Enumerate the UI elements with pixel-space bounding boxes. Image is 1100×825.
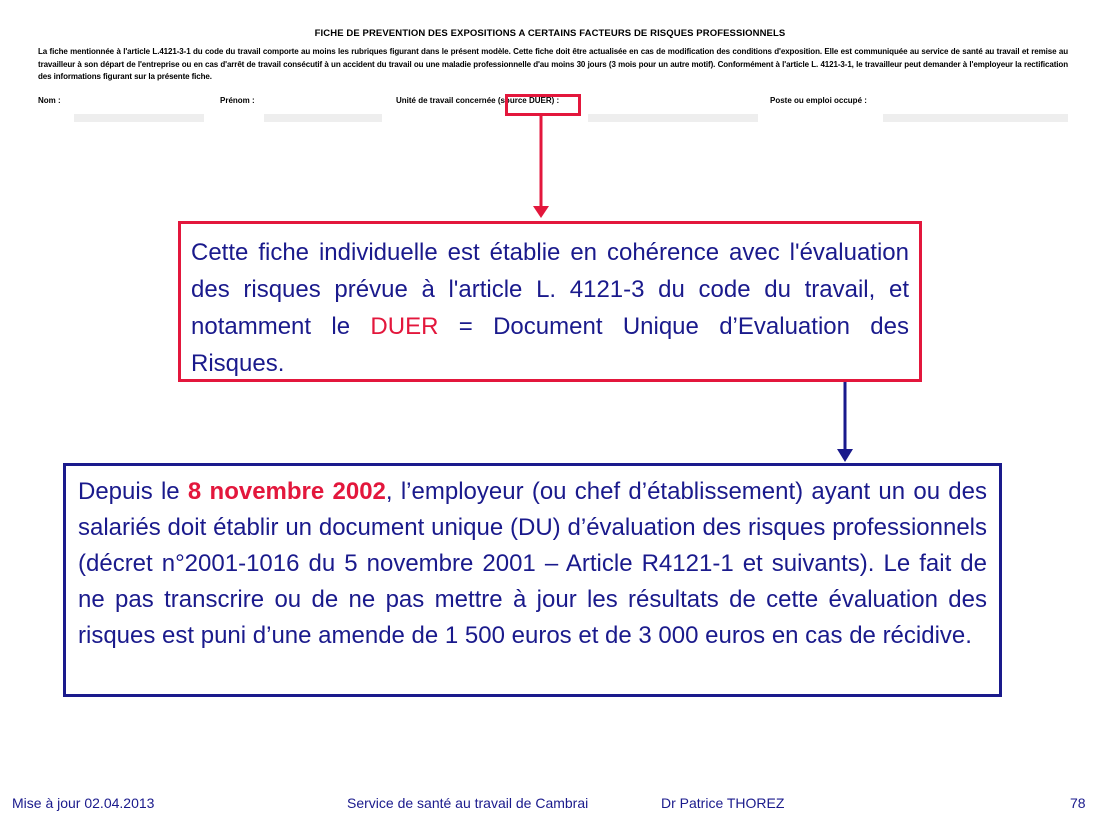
footer-author: Dr Patrice THOREZ bbox=[661, 795, 785, 811]
box1-text-before: Cette fiche individuelle est établie en cohérence avec l'évaluation des risques prévue à l'article L. 4121-3 du code du travail, et notamment le bbox=[191, 239, 909, 340]
document-unique-box bbox=[63, 463, 1002, 697]
field-poste-label: Poste ou emploi occupé : bbox=[770, 96, 867, 105]
blue-arrow-head-icon bbox=[837, 449, 853, 462]
footer-page-number: 78 bbox=[1070, 795, 1086, 811]
duer-coherence-box bbox=[178, 221, 922, 382]
red-arrow-head-icon bbox=[533, 206, 549, 218]
box2-date-highlight: 8 novembre 2002 bbox=[187, 478, 386, 505]
field-unite-label: Unité de travail concernée (source DUER) : bbox=[396, 96, 560, 105]
box1-text-after: = Document Unique d’Evaluation des Risques. bbox=[191, 313, 909, 377]
form-title: FICHE DE PREVENTION DES EXPOSITIONS A CERTAINS FACTEURS DE RISQUES PROFESSIONNELS bbox=[314, 28, 786, 39]
box2-text-before: Depuis le bbox=[78, 478, 188, 505]
box1-duer-highlight: DUER bbox=[370, 313, 439, 340]
box2-text-after: , l’employeur (ou chef d’établissement) ayant un ou des salariés doit établir un document unique (DU) d’évaluation des risques professionnels (décret n°2001-1016 du 5 novembre 2001 – Article R4121-1 et suivants). Le fait de ne pas transcrire ou de ne pas mettre à jour les résultats de cette évaluation des risques est puni d’une amende de 1 500 euros et de 3 000 euros en cas de récidive. bbox=[78, 478, 988, 649]
field-prenom-label: Prénom : bbox=[220, 96, 255, 105]
footer-service: Service de santé au travail de Cambrai bbox=[347, 795, 589, 811]
field-nom-label: Nom : bbox=[38, 96, 61, 105]
footer-update-date: Mise à jour 02.04.2013 bbox=[12, 795, 155, 811]
form-intro-text: La fiche mentionnée à l'article L.4121-3-1 du code du travail comporte au moins les rubriques figurant dans le présent modèle. Cette fiche doit être actualisée en cas de modification des conditions d'exposition. Elle est communiquée au service de santé au travail et remise au travailleur à son départ de l'entreprise ou en cas d'arrêt de travail consécutif à un accident du travail ou une maladie professionnelle d'au moins 30 jours (3 mois pour un autre motif). Conformément à l'article L. 4121-3-1, le travailleur peut demander à l'employeur la rectification des informations figurant sur la présente fiche. bbox=[38, 47, 1068, 81]
